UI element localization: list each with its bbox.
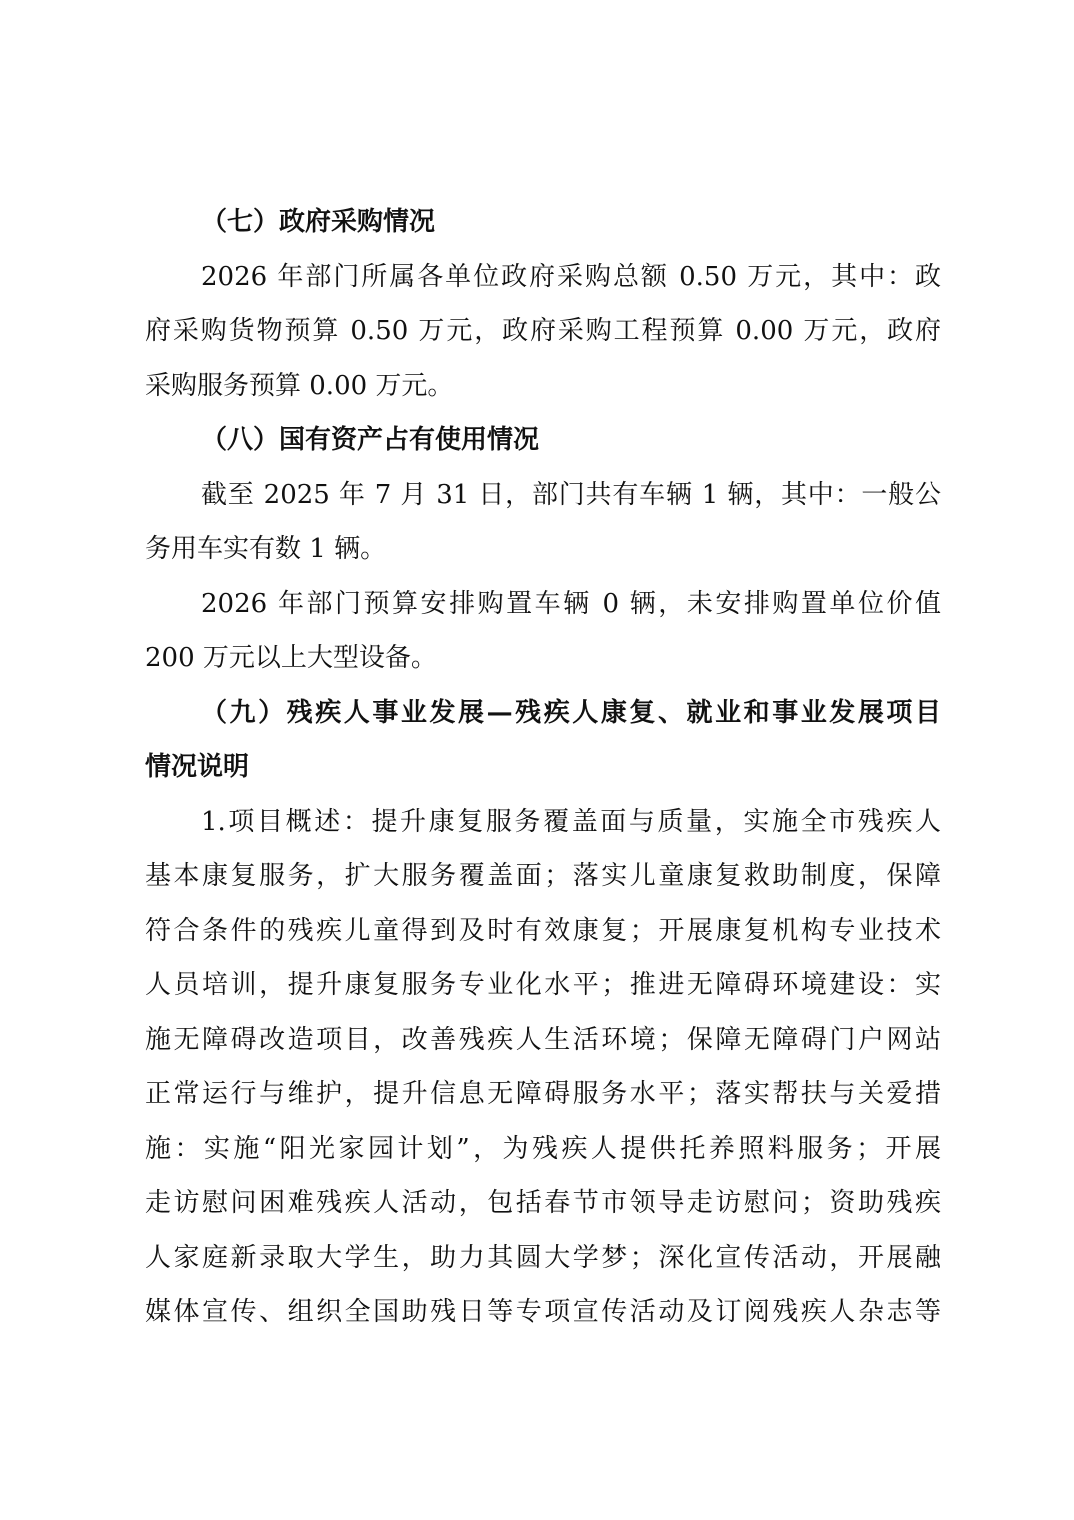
section-heading-line: 情况说明 [145,752,250,782]
paragraph [145,255,941,419]
section-heading-line: （九）残疾人事业发展—残疾人康复、就业和事业发展项目 [201,697,941,728]
section-heading-line: （七）政府采购情况 [201,207,436,237]
paragraph-line: 施：实施“阳光家园计划”，为残疾人提供托养照料服务；开展 [145,1133,941,1164]
section-heading-line: （八）国有资产占有使用情况 [201,425,540,455]
paragraph-line: 符合条件的残疾儿童得到及时有效康复；开展康复机构专业技术 [145,915,941,946]
document-section [145,200,941,418]
paragraph-line: 200 万元以上大型设备。 [145,643,437,673]
paragraph-line: 截至 2025 年 7 月 31 日，部门共有车辆 1 辆，其中：一般公 [201,479,941,510]
paragraph-line: 1.项目概述：提升康复服务覆盖面与质量，实施全市残疾人 [201,806,941,837]
paragraph-line: 2026 年部门所属各单位政府采购总额 0.50 万元，其中：政 [201,261,941,292]
paragraph-line: 正常运行与维护，提升信息无障碍服务水平；落实帮扶与关爱措 [145,1079,941,1109]
paragraph-line: 施无障碍改造项目，改善残疾人生活环境；保障无障碍门户网站 [145,1024,941,1055]
paragraph [145,800,941,1345]
paragraph [145,582,941,691]
paragraph-line: 人员培训，提升康复服务专业化水平；推进无障碍环境建设：实 [145,970,941,1000]
paragraph-line: 务用车实有数 1 辆。 [145,534,387,564]
paragraph-line: 走访慰问困难残疾人活动，包括春节市领导走访慰问；资助残疾 [145,1188,941,1218]
paragraph-line: 媒体宣传、组织全国助残日等专项宣传活动及订阅残疾人杂志等 [145,1297,941,1327]
document-section [145,418,941,691]
paragraph-line: 2026 年部门预算安排购置车辆 0 辆，未安排购置单位价值 [201,588,941,619]
paragraph-line: 基本康复服务，扩大服务覆盖面；落实儿童康复救助制度，保障 [145,861,941,891]
document-section [145,691,941,1345]
paragraph-line: 采购服务预算 0.00 万元。 [145,370,454,401]
paragraph [145,473,941,582]
paragraph-line: 人家庭新录取大学生，助力其圆大学梦；深化宣传活动，开展融 [145,1242,941,1273]
document-page [145,200,941,1345]
paragraph-line: 府采购货物预算 0.50 万元，政府采购工程预算 0.00 万元，政府 [145,316,941,346]
